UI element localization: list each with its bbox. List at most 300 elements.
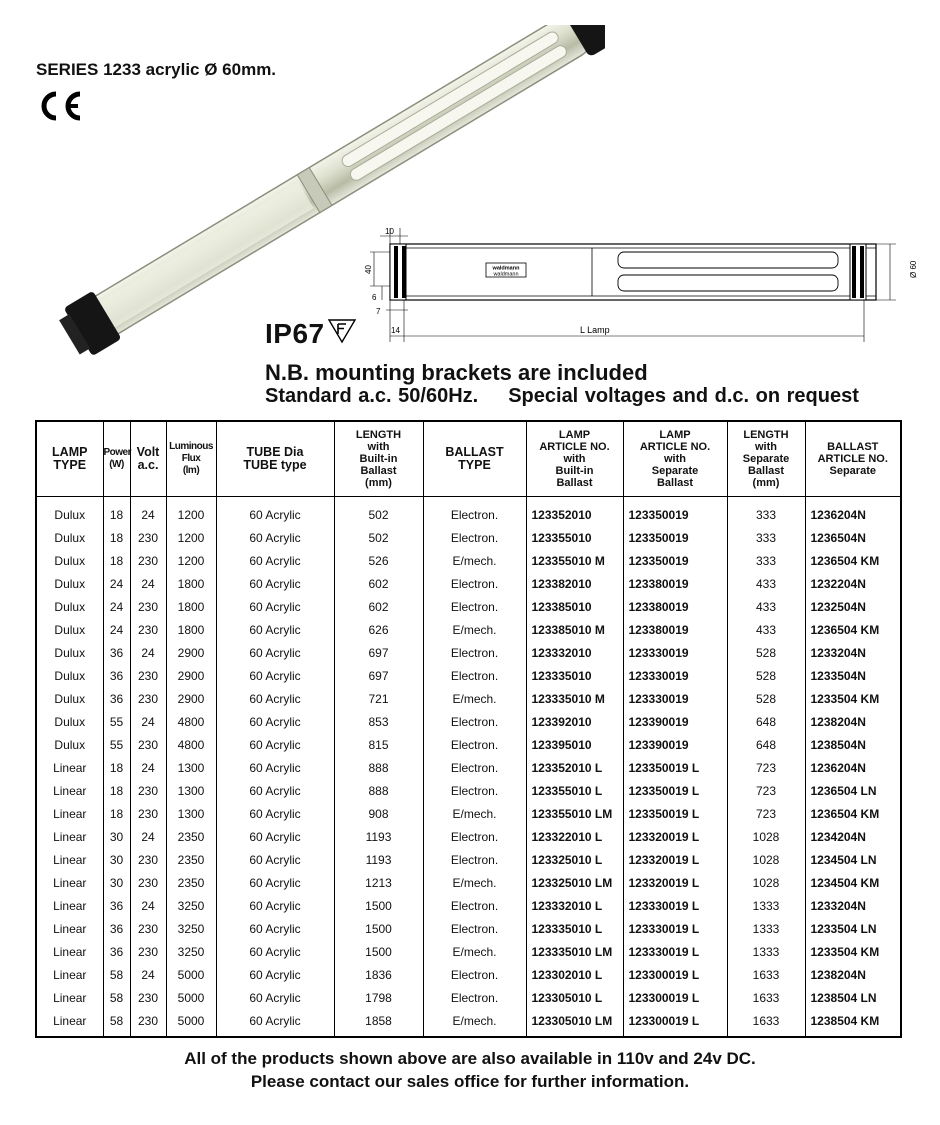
cell-length-builtin: 502	[334, 497, 423, 528]
table-row	[36, 941, 901, 964]
cell-lamp-type: Dulux	[36, 688, 103, 711]
cell-ballast-type: Electron.	[423, 895, 526, 918]
header-line: a.c.	[137, 458, 159, 472]
cell-article-separate: 123300019 L	[623, 987, 727, 1010]
header-line: Ballast	[656, 477, 694, 489]
cell-length-separate: 648	[727, 734, 805, 757]
dim-length-label: L Lamp	[580, 325, 610, 335]
f-mark-icon	[327, 318, 357, 344]
header-line: Ballast	[747, 465, 785, 477]
cell-length-builtin: 1193	[334, 849, 423, 872]
cell-tube: 60 Acrylic	[216, 642, 334, 665]
cell-length-builtin: 602	[334, 596, 423, 619]
cell-ballast-type: Electron.	[423, 665, 526, 688]
cell-length-separate: 433	[727, 619, 805, 642]
cell-ballast-article: 1236504N	[805, 527, 901, 550]
cell-article-separate: 123300019 L	[623, 1010, 727, 1037]
cell-tube: 60 Acrylic	[216, 688, 334, 711]
cell-volt: 24	[130, 895, 166, 918]
header-line: Ballast	[556, 477, 593, 489]
cell-lamp-type: Linear	[36, 964, 103, 987]
cell-length-builtin: 1193	[334, 826, 423, 849]
cell-length-separate: 528	[727, 688, 805, 711]
cell-volt: 230	[130, 872, 166, 895]
cell-ballast-article: 1238504 LN	[805, 987, 901, 1010]
cell-length-builtin: 1798	[334, 987, 423, 1010]
header-line: with	[367, 441, 390, 453]
cell-ballast-type: Electron.	[423, 497, 526, 528]
header-line: with	[563, 453, 586, 465]
cell-ballast-article: 1233504 KM	[805, 941, 901, 964]
cell-length-separate: 1028	[727, 849, 805, 872]
cell-ballast-type: E/mech.	[423, 803, 526, 826]
cell-article-separate: 123330019 L	[623, 895, 727, 918]
cell-article-builtin: 123352010 L	[526, 757, 623, 780]
cell-power: 36	[103, 895, 130, 918]
header-line: BALLAST	[445, 445, 504, 459]
table-row	[36, 573, 901, 596]
cell-article-separate: 123390019	[623, 711, 727, 734]
cell-length-builtin: 626	[334, 619, 423, 642]
table-row	[36, 619, 901, 642]
cell-length-separate: 1028	[727, 826, 805, 849]
cell-flux: 2350	[166, 872, 216, 895]
cell-article-separate: 123330019	[623, 642, 727, 665]
cell-article-builtin: 123332010 L	[526, 895, 623, 918]
table-row	[36, 918, 901, 941]
header-line: ARTICLE NO.	[639, 441, 711, 453]
header-length-builtin	[334, 421, 423, 497]
ip-rating: IP67	[265, 318, 325, 349]
cell-ballast-article: 1234504 KM	[805, 872, 901, 895]
cell-power: 36	[103, 665, 130, 688]
cell-ballast-article: 1233204N	[805, 895, 901, 918]
cell-lamp-type: Dulux	[36, 573, 103, 596]
table-row	[36, 987, 901, 1010]
cell-length-separate: 333	[727, 550, 805, 573]
cell-tube: 60 Acrylic	[216, 734, 334, 757]
cell-power: 30	[103, 872, 130, 895]
header-length-separate	[727, 421, 805, 497]
cell-lamp-type: Linear	[36, 849, 103, 872]
header-art-builtin	[526, 421, 623, 497]
cell-flux: 1200	[166, 527, 216, 550]
cell-ballast-type: Electron.	[423, 573, 526, 596]
dim-7-label: 7	[376, 307, 381, 316]
cell-tube: 60 Acrylic	[216, 711, 334, 734]
cell-volt: 230	[130, 987, 166, 1010]
cell-flux: 5000	[166, 964, 216, 987]
cell-article-separate: 123320019 L	[623, 849, 727, 872]
cell-ballast-article: 1233204N	[805, 642, 901, 665]
cell-flux: 1800	[166, 619, 216, 642]
cell-article-separate: 123330019	[623, 688, 727, 711]
cell-tube: 60 Acrylic	[216, 872, 334, 895]
cell-article-builtin: 123355010	[526, 527, 623, 550]
table-header-row	[36, 421, 901, 497]
table-row	[36, 895, 901, 918]
mounting-note: N.B. mounting brackets are included	[265, 360, 648, 385]
cell-lamp-type: Dulux	[36, 734, 103, 757]
cell-flux: 3250	[166, 918, 216, 941]
table-row	[36, 757, 901, 780]
table-body	[36, 497, 901, 1038]
cell-lamp-type: Dulux	[36, 497, 103, 528]
cell-volt: 230	[130, 619, 166, 642]
table-row	[36, 849, 901, 872]
cell-lamp-type: Linear	[36, 826, 103, 849]
cell-length-separate: 1633	[727, 964, 805, 987]
cell-length-builtin: 908	[334, 803, 423, 826]
brand-label-line2: waldmann	[493, 271, 519, 278]
cell-flux: 2900	[166, 642, 216, 665]
cell-lamp-type: Linear	[36, 872, 103, 895]
cell-length-separate: 1333	[727, 895, 805, 918]
cell-length-builtin: 721	[334, 688, 423, 711]
header-line: (W)	[109, 459, 124, 470]
cell-article-separate: 123300019 L	[623, 964, 727, 987]
table-row	[36, 550, 901, 573]
header-line: Ballast	[360, 465, 397, 477]
cell-flux: 4800	[166, 734, 216, 757]
cell-ballast-article: 1234204N	[805, 826, 901, 849]
cell-ballast-type: Electron.	[423, 780, 526, 803]
cell-volt: 230	[130, 550, 166, 573]
cell-ballast-article: 1236504 LN	[805, 780, 901, 803]
cell-tube: 60 Acrylic	[216, 619, 334, 642]
header-line: LAMP	[659, 429, 691, 441]
dim-14-label: 14	[391, 326, 400, 335]
cell-volt: 24	[130, 757, 166, 780]
cell-article-separate: 123380019	[623, 573, 727, 596]
cell-ballast-type: Electron.	[423, 734, 526, 757]
cell-flux: 1800	[166, 573, 216, 596]
cell-ballast-type: E/mech.	[423, 688, 526, 711]
header-line: TUBE Dia	[246, 445, 304, 459]
header-line: (lm)	[182, 465, 200, 476]
header-art-separate	[623, 421, 727, 497]
cell-ballast-type: Electron.	[423, 918, 526, 941]
cell-article-builtin: 123335010	[526, 665, 623, 688]
cell-volt: 230	[130, 596, 166, 619]
cell-tube: 60 Acrylic	[216, 803, 334, 826]
cell-tube: 60 Acrylic	[216, 964, 334, 987]
cell-length-builtin: 526	[334, 550, 423, 573]
cell-volt: 230	[130, 527, 166, 550]
cell-lamp-type: Dulux	[36, 596, 103, 619]
cell-tube: 60 Acrylic	[216, 849, 334, 872]
cell-ballast-type: Electron.	[423, 596, 526, 619]
cell-power: 18	[103, 803, 130, 826]
table-row	[36, 688, 901, 711]
cell-article-builtin: 123385010	[526, 596, 623, 619]
series-title: SERIES 1233 acrylic Ø 60mm.	[36, 60, 277, 79]
cell-volt: 24	[130, 964, 166, 987]
cell-article-builtin: 123392010	[526, 711, 623, 734]
cell-tube: 60 Acrylic	[216, 941, 334, 964]
cell-flux: 5000	[166, 987, 216, 1010]
cell-ballast-type: E/mech.	[423, 619, 526, 642]
cell-length-separate: 723	[727, 757, 805, 780]
header-line: LENGTH	[743, 429, 789, 441]
header-ballast-art	[805, 421, 901, 497]
table-row	[36, 964, 901, 987]
cell-article-builtin: 123305010 L	[526, 987, 623, 1010]
cell-volt: 230	[130, 665, 166, 688]
cell-article-separate: 123350019	[623, 497, 727, 528]
header-line: (mm)	[752, 477, 780, 489]
cell-ballast-article: 1234504 LN	[805, 849, 901, 872]
cell-power: 18	[103, 780, 130, 803]
cell-volt: 230	[130, 849, 166, 872]
cell-ballast-type: Electron.	[423, 711, 526, 734]
cell-length-builtin: 1213	[334, 872, 423, 895]
cell-ballast-article: 1236504 KM	[805, 803, 901, 826]
voltage-note	[265, 385, 859, 408]
cell-power: 18	[103, 497, 130, 528]
cell-tube: 60 Acrylic	[216, 665, 334, 688]
cell-ballast-article: 1233504 KM	[805, 688, 901, 711]
header-line: with	[755, 441, 777, 453]
cell-tube: 60 Acrylic	[216, 596, 334, 619]
header-line: Built-in	[555, 465, 594, 477]
cell-lamp-type: Linear	[36, 803, 103, 826]
technical-drawing	[360, 222, 920, 347]
cell-power: 58	[103, 987, 130, 1010]
cell-article-separate: 123320019 L	[623, 826, 727, 849]
cell-tube: 60 Acrylic	[216, 757, 334, 780]
cell-length-builtin: 602	[334, 573, 423, 596]
header-line: Luminous	[169, 441, 213, 452]
cell-article-builtin: 123382010	[526, 573, 623, 596]
cell-length-builtin: 1500	[334, 918, 423, 941]
cell-article-builtin: 123335010 LM	[526, 941, 623, 964]
cell-power: 58	[103, 1010, 130, 1037]
cell-length-separate: 433	[727, 573, 805, 596]
header-line: LAMP	[558, 429, 591, 441]
cell-power: 30	[103, 826, 130, 849]
cell-ballast-type: E/mech.	[423, 1010, 526, 1037]
cell-article-separate: 123350019	[623, 527, 727, 550]
dim-40-label: 40	[364, 265, 373, 274]
cell-article-builtin: 123335010 L	[526, 918, 623, 941]
cell-flux: 1300	[166, 780, 216, 803]
header-line: TYPE	[458, 458, 491, 472]
cell-ballast-article: 1238204N	[805, 964, 901, 987]
cell-length-separate: 723	[727, 803, 805, 826]
cell-lamp-type: Dulux	[36, 550, 103, 573]
header-line: with	[664, 453, 686, 465]
cell-ballast-article: 1236504 KM	[805, 619, 901, 642]
cell-power: 24	[103, 573, 130, 596]
cell-volt: 230	[130, 688, 166, 711]
header-line: BALLAST	[827, 441, 879, 453]
cell-tube: 60 Acrylic	[216, 1010, 334, 1037]
cell-lamp-type: Linear	[36, 757, 103, 780]
cell-article-builtin: 123355010 L	[526, 780, 623, 803]
cell-article-builtin: 123325010 L	[526, 849, 623, 872]
cell-article-builtin: 123322010 L	[526, 826, 623, 849]
cell-ballast-type: E/mech.	[423, 550, 526, 573]
cell-ballast-type: Electron.	[423, 757, 526, 780]
cell-volt: 230	[130, 803, 166, 826]
cell-power: 36	[103, 642, 130, 665]
table-row	[36, 665, 901, 688]
header-line: ARTICLE NO.	[539, 441, 610, 453]
cell-ballast-article: 1238504N	[805, 734, 901, 757]
header-line: Separate	[651, 465, 699, 477]
cell-power: 36	[103, 918, 130, 941]
cell-article-separate: 123350019	[623, 550, 727, 573]
cell-flux: 1300	[166, 757, 216, 780]
cell-lamp-type: Dulux	[36, 527, 103, 550]
header-line: LAMP	[52, 445, 88, 459]
dim-6-label: 6	[372, 293, 377, 302]
cell-flux: 4800	[166, 711, 216, 734]
cell-length-separate: 1028	[727, 872, 805, 895]
cell-tube: 60 Acrylic	[216, 987, 334, 1010]
cell-ballast-type: Electron.	[423, 849, 526, 872]
cell-ballast-type: Electron.	[423, 642, 526, 665]
header-power	[103, 421, 130, 497]
cell-lamp-type: Linear	[36, 895, 103, 918]
cell-lamp-type: Dulux	[36, 665, 103, 688]
cell-length-separate: 1633	[727, 987, 805, 1010]
cell-power: 18	[103, 757, 130, 780]
cell-length-builtin: 697	[334, 642, 423, 665]
cell-ballast-article: 1238204N	[805, 711, 901, 734]
cell-lamp-type: Linear	[36, 780, 103, 803]
cell-lamp-type: Linear	[36, 941, 103, 964]
cell-article-builtin: 123305010 LM	[526, 1010, 623, 1037]
cell-article-builtin: 123355010 M	[526, 550, 623, 573]
cell-flux: 1800	[166, 596, 216, 619]
cell-flux: 2900	[166, 665, 216, 688]
dim-diameter-label: Ø 60	[909, 260, 918, 278]
cell-power: 36	[103, 941, 130, 964]
spec-table	[35, 420, 902, 1038]
cell-tube: 60 Acrylic	[216, 895, 334, 918]
cell-flux: 2900	[166, 688, 216, 711]
header-line: LENGTH	[355, 429, 402, 441]
header-flux	[166, 421, 216, 497]
cell-article-separate: 123350019 L	[623, 780, 727, 803]
cell-flux: 1200	[166, 497, 216, 528]
cell-volt: 230	[130, 734, 166, 757]
cell-length-builtin: 888	[334, 780, 423, 803]
cell-length-separate: 528	[727, 665, 805, 688]
cell-article-builtin: 123352010	[526, 497, 623, 528]
cell-lamp-type: Dulux	[36, 711, 103, 734]
table-row	[36, 780, 901, 803]
cell-volt: 24	[130, 711, 166, 734]
cell-power: 55	[103, 734, 130, 757]
cell-lamp-type: Linear	[36, 987, 103, 1010]
cell-lamp-type: Linear	[36, 1010, 103, 1037]
cell-tube: 60 Acrylic	[216, 573, 334, 596]
cell-volt: 24	[130, 573, 166, 596]
cell-article-builtin: 123355010 LM	[526, 803, 623, 826]
cell-length-builtin: 697	[334, 665, 423, 688]
table-row	[36, 527, 901, 550]
cell-article-separate: 123330019 L	[623, 918, 727, 941]
cell-power: 55	[103, 711, 130, 734]
header-volt	[130, 421, 166, 497]
header-line: Separate	[829, 465, 876, 477]
cell-volt: 230	[130, 1010, 166, 1037]
cell-article-separate: 123320019 L	[623, 872, 727, 895]
header-line: Separate	[742, 453, 790, 465]
header-line: Built-in	[359, 453, 398, 465]
cell-article-builtin: 123395010	[526, 734, 623, 757]
cell-ballast-article: 1238504 KM	[805, 1010, 901, 1037]
cell-length-separate: 433	[727, 596, 805, 619]
header-line: TYPE	[53, 458, 87, 472]
cell-ballast-type: E/mech.	[423, 872, 526, 895]
cell-power: 24	[103, 596, 130, 619]
cell-article-separate: 123330019 L	[623, 941, 727, 964]
cell-volt: 230	[130, 941, 166, 964]
cell-flux: 2350	[166, 849, 216, 872]
cell-power: 58	[103, 964, 130, 987]
table-row	[36, 642, 901, 665]
dim-10-label: 10	[385, 227, 394, 236]
cell-flux: 1300	[166, 803, 216, 826]
table-row	[36, 596, 901, 619]
header-line: Power	[103, 447, 132, 458]
cell-volt: 24	[130, 497, 166, 528]
cell-tube: 60 Acrylic	[216, 780, 334, 803]
cell-length-builtin: 502	[334, 527, 423, 550]
cell-power: 36	[103, 688, 130, 711]
cell-length-builtin: 815	[334, 734, 423, 757]
cell-article-separate: 123350019 L	[623, 757, 727, 780]
header-ballast-type	[423, 421, 526, 497]
cell-article-separate: 123350019 L	[623, 803, 727, 826]
special-voltage-note: Special voltages and d.c. on request	[508, 385, 859, 407]
header-lamp-type	[36, 421, 103, 497]
cell-article-builtin: 123325010 LM	[526, 872, 623, 895]
footer-contact-note: Please contact our sales office for further information.	[250, 1072, 690, 1091]
header-line: (mm)	[365, 477, 392, 489]
cell-volt: 230	[130, 780, 166, 803]
cell-article-builtin: 123332010	[526, 642, 623, 665]
table-row	[36, 803, 901, 826]
standard-ac-note: Standard a.c. 50/60Hz.	[265, 385, 479, 407]
table-row	[36, 1010, 901, 1037]
cell-power: 30	[103, 849, 130, 872]
brand-label-line1: waldmann	[492, 265, 520, 272]
table-row	[36, 872, 901, 895]
cell-tube: 60 Acrylic	[216, 550, 334, 573]
cell-article-builtin: 123302010 L	[526, 964, 623, 987]
cell-ballast-article: 1233504N	[805, 665, 901, 688]
table-row	[36, 734, 901, 757]
cell-ballast-article: 1236504 KM	[805, 550, 901, 573]
cell-article-builtin: 123385010 M	[526, 619, 623, 642]
cell-article-separate: 123380019	[623, 596, 727, 619]
cell-length-builtin: 1500	[334, 895, 423, 918]
cell-length-builtin: 1500	[334, 941, 423, 964]
cell-length-builtin: 888	[334, 757, 423, 780]
table-row	[36, 826, 901, 849]
cell-lamp-type: Linear	[36, 918, 103, 941]
cell-length-separate: 723	[727, 780, 805, 803]
cell-flux: 3250	[166, 941, 216, 964]
cell-volt: 24	[130, 826, 166, 849]
header-tube	[216, 421, 334, 497]
header-line: TUBE type	[243, 458, 307, 472]
